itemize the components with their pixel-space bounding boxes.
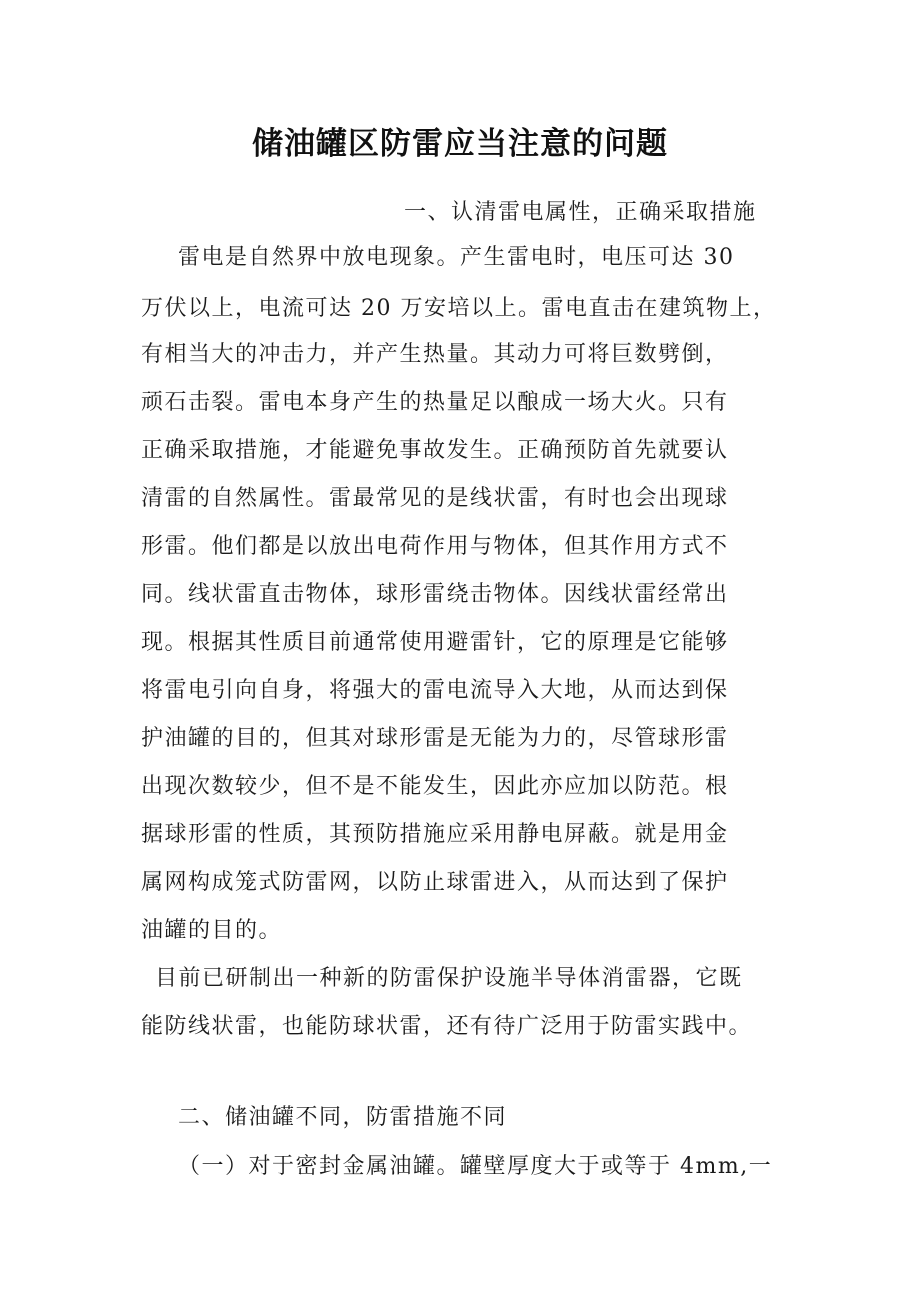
paragraph-1-line: 现。根据其性质目前通常使用避雷针，它的原理是它能够	[141, 630, 729, 655]
paragraph-1-line: 据球形雷的性质，其预防措施应采用静电屏蔽。就是用金	[141, 822, 729, 847]
document-title: 储油罐区防雷应当注意的问题	[252, 126, 668, 162]
paragraph-2-line: 能防线状雷，也能防球状雷，还有待广泛用于防雷实践中。	[141, 1014, 753, 1039]
paragraph-1-line: 雷电是自然界中放电现象。产生雷电时，电压可达 30	[178, 245, 735, 270]
paragraph-1-line: 清雷的自然属性。雷最常见的是线状雷，有时也会出现球	[141, 486, 729, 511]
paragraph-1-line: 将雷电引向自身，将强大的雷电流导入大地，从而达到保	[141, 678, 729, 703]
paragraph-2-line: 目前已研制出一种新的防雷保护设施半导体消雷器，它既	[155, 966, 743, 991]
paragraph-1-line: 形雷。他们都是以放出电荷作用与物体，但其作用方式不	[141, 534, 729, 559]
paragraph-1-line: 同。线状雷直击物体，球形雷绕击物体。因线状雷经常出	[141, 582, 729, 607]
paragraph-1-line: 正确采取措施，才能避免事故发生。正确预防首先就要认	[141, 438, 729, 463]
paragraph-1-line: 油罐的目的。	[141, 918, 283, 943]
paragraph-1-line: 有相当大的冲击力，并产生热量。其动力可将巨数劈倒，	[141, 342, 729, 367]
paragraph-1-line: 顽石击裂。雷电本身产生的热量足以酿成一场大火。只有	[141, 390, 729, 415]
paragraph-1-line: 属网构成笼式防雷网，以防止球雷进入，从而达到了保护	[141, 870, 729, 895]
paragraph-1-line: 护油罐的目的，但其对球形雷是无能为力的，尽管球形雷	[141, 726, 729, 751]
section-1-heading: 一、认清雷电属性，正确采取措施	[404, 200, 757, 225]
paragraph-1-line: 出现次数较少，但不是不能发生，因此亦应加以防范。根	[141, 774, 729, 799]
section-2-heading: 二、储油罐不同，防雷措施不同	[178, 1105, 508, 1130]
section-2-first-line: （一）对于密封金属油罐。罐壁厚度大于或等于 4mm,一	[178, 1154, 773, 1179]
paragraph-1-line: 万伏以上，电流可达 20 万安培以上。雷电直击在建筑物上，	[141, 296, 777, 321]
